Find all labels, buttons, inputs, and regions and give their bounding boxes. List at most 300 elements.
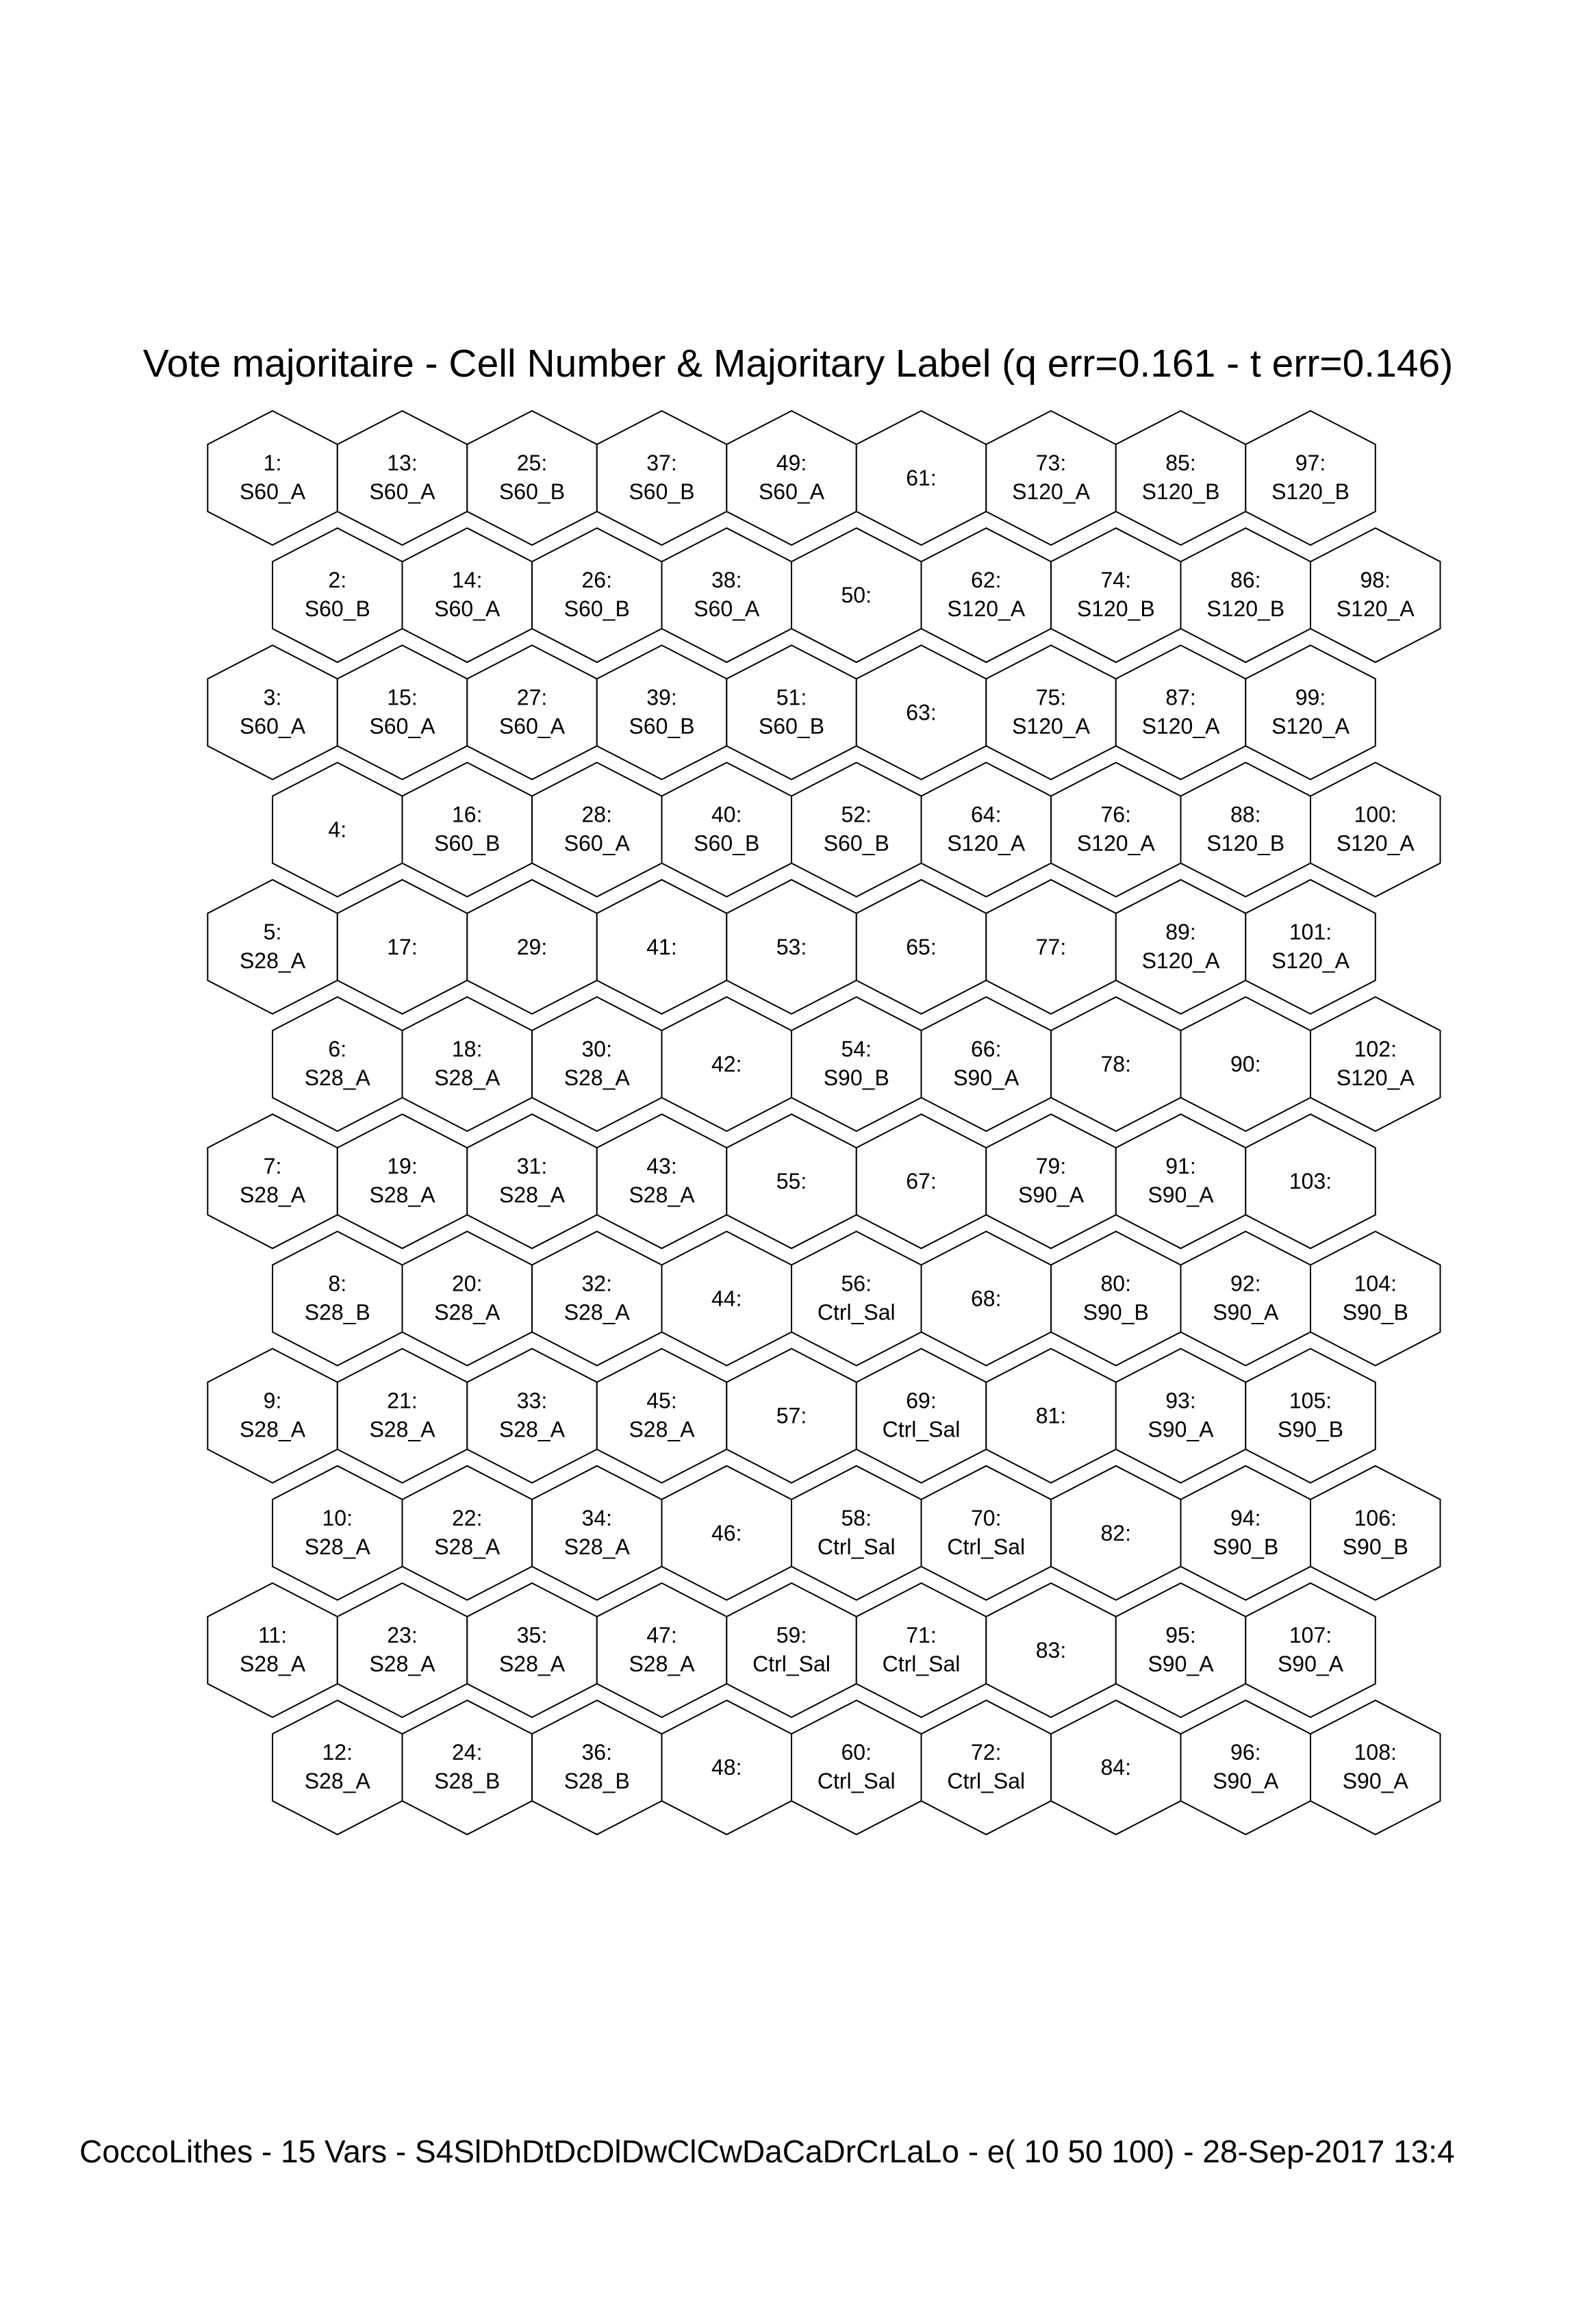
hex-cell-84 [1051, 1700, 1181, 1834]
cell-label: S120_A [1141, 948, 1220, 973]
cell-number: 43: [646, 1154, 677, 1179]
hex-cell-105 [1245, 1349, 1376, 1483]
hex-shape [532, 1700, 662, 1834]
hex-cell-30 [532, 997, 662, 1131]
hex-shape [403, 1231, 533, 1365]
cell-label: S28_A [369, 1417, 435, 1442]
hex-cell-13 [338, 411, 468, 545]
cell-label: S90_B [1213, 1534, 1279, 1559]
cell-number: 30: [581, 1037, 612, 1061]
hex-shape [532, 528, 662, 662]
hex-shape [1181, 1700, 1311, 1834]
hex-shape [207, 880, 338, 1014]
hex-shape [1245, 880, 1376, 1014]
hex-shape [207, 645, 338, 779]
cell-label: S90_B [1342, 1300, 1408, 1325]
cell-number: 32: [581, 1271, 612, 1296]
hex-shape [467, 1114, 597, 1248]
cell-label: S90_A [1148, 1417, 1214, 1442]
hex-cell-12 [273, 1700, 403, 1834]
cell-number: 26: [581, 568, 612, 593]
cell-label: S60_A [369, 713, 435, 739]
cell-number: 36: [581, 1740, 612, 1765]
hex-cell-87 [1116, 645, 1246, 779]
hex-cell-66 [922, 997, 1052, 1131]
cell-number: 55: [776, 1169, 807, 1194]
hex-cell-108 [1310, 1700, 1441, 1834]
cell-number: 7: [263, 1154, 282, 1179]
cell-number: 97: [1295, 451, 1326, 475]
cell-number: 67: [906, 1169, 937, 1194]
hex-cell-50 [791, 528, 922, 662]
hex-cell-17 [338, 880, 468, 1014]
hex-shape [1181, 1231, 1311, 1365]
hex-shape [273, 1466, 403, 1600]
cell-label: S28_B [563, 1769, 630, 1794]
hex-cell-14 [403, 528, 533, 662]
hex-shape [338, 1583, 468, 1717]
hex-shape [532, 763, 662, 897]
hex-cell-81 [986, 1349, 1116, 1483]
cell-label: S90_B [1277, 1417, 1344, 1442]
cell-label: S120_B [1141, 479, 1220, 504]
cell-number: 102: [1354, 1037, 1397, 1061]
hex-cell-100 [1310, 763, 1441, 897]
hex-cell-72 [922, 1700, 1052, 1834]
hex-shape [1245, 1583, 1376, 1717]
cell-number: 56: [841, 1271, 872, 1296]
hex-cell-83 [986, 1583, 1116, 1717]
cell-label: Ctrl_Sal [882, 1652, 961, 1676]
hex-shape [597, 411, 727, 545]
hex-cell-6 [273, 997, 403, 1131]
hex-cell-101 [1245, 880, 1376, 1014]
hex-shape [662, 763, 792, 897]
cell-label: S90_B [1342, 1534, 1408, 1559]
hex-cell-86 [1181, 528, 1311, 662]
cell-label: S28_B [434, 1769, 501, 1794]
cell-number: 49: [776, 451, 807, 475]
cell-number: 106: [1354, 1505, 1397, 1530]
hex-shape [1181, 763, 1311, 897]
hex-cell-48 [662, 1700, 792, 1834]
cell-number: 93: [1165, 1388, 1196, 1413]
hex-cell-33 [467, 1349, 597, 1483]
cell-number: 22: [452, 1505, 483, 1530]
hex-cell-9 [207, 1349, 338, 1483]
cell-number: 4: [328, 817, 347, 842]
hex-shape [1181, 1466, 1311, 1600]
cell-label: S28_A [239, 1652, 306, 1676]
hex-cell-73 [986, 411, 1116, 545]
hex-cell-78 [1051, 997, 1181, 1131]
cell-label: Ctrl_Sal [817, 1769, 896, 1794]
hex-shape [403, 1466, 533, 1600]
hex-shape [467, 411, 597, 545]
hex-cell-74 [1051, 528, 1181, 662]
hex-shape [1051, 763, 1181, 897]
cell-number: 94: [1230, 1505, 1261, 1530]
hex-shape [207, 1349, 338, 1483]
hex-shape [922, 1466, 1052, 1600]
hex-cell-42 [662, 997, 792, 1131]
cell-label: S120_A [1271, 948, 1350, 973]
hex-shape [403, 1700, 533, 1834]
hex-cell-79 [986, 1114, 1116, 1248]
hex-cell-31 [467, 1114, 597, 1248]
hex-cell-56 [791, 1231, 922, 1365]
cell-number: 73: [1035, 451, 1067, 475]
hex-shape [922, 1700, 1052, 1834]
cell-number: 20: [452, 1271, 483, 1296]
cell-number: 41: [646, 934, 677, 959]
cell-label: S120_A [947, 596, 1026, 622]
hex-cell-44 [662, 1231, 792, 1365]
cell-number: 71: [906, 1623, 937, 1647]
hex-shape [532, 1231, 662, 1365]
cell-number: 96: [1230, 1740, 1261, 1765]
hex-cell-26 [532, 528, 662, 662]
cell-number: 105: [1289, 1388, 1332, 1413]
hex-shape [791, 997, 922, 1131]
cell-number: 103: [1289, 1169, 1332, 1194]
hex-shape [403, 528, 533, 662]
cell-label: S120_B [1271, 479, 1350, 504]
cell-label: S28_A [239, 1183, 306, 1208]
hex-cell-35 [467, 1583, 597, 1717]
hex-cell-58 [791, 1466, 922, 1600]
hex-shape [273, 1231, 403, 1365]
hex-cell-32 [532, 1231, 662, 1365]
hex-cell-24 [403, 1700, 533, 1834]
hex-cell-53 [726, 880, 857, 1014]
cell-number: 28: [581, 802, 612, 827]
hex-cell-64 [922, 763, 1052, 897]
cell-number: 12: [322, 1740, 353, 1765]
hex-cell-47 [597, 1583, 727, 1717]
cell-number: 14: [452, 568, 483, 593]
hex-shape [1245, 411, 1376, 545]
cell-label: S28_A [629, 1183, 695, 1208]
hex-cell-45 [597, 1349, 727, 1483]
hex-cell-106 [1310, 1466, 1441, 1600]
cell-number: 107: [1289, 1623, 1332, 1647]
hex-cell-43 [597, 1114, 727, 1248]
hex-cell-5 [207, 880, 338, 1014]
hex-cell-1 [207, 411, 338, 545]
cell-number: 61: [906, 466, 937, 490]
hex-shape [986, 645, 1116, 779]
cell-number: 38: [711, 568, 742, 593]
hex-cell-80 [1051, 1231, 1181, 1365]
hex-shape [1310, 997, 1441, 1131]
cell-number: 5: [263, 919, 282, 944]
cell-number: 79: [1035, 1154, 1067, 1179]
cell-number: 21: [387, 1388, 418, 1413]
hex-cell-36 [532, 1700, 662, 1834]
cell-label: S90_A [1213, 1300, 1279, 1325]
cell-number: 83: [1035, 1638, 1067, 1663]
hex-cell-25 [467, 411, 597, 545]
hex-shape [597, 1114, 727, 1248]
hex-cell-41 [597, 880, 727, 1014]
cell-label: S60_A [498, 713, 566, 739]
hex-shape [1181, 528, 1311, 662]
cell-number: 57: [776, 1403, 807, 1428]
cell-label: S120_A [1336, 831, 1415, 856]
footer-caption: CoccoLithes - 15 Vars - S4SlDhDtDcDlDwClCwDaCaDrCrLaLo - e( 10 50 100) - 28-Sep-2017 13:4 [79, 2134, 1455, 2169]
cell-label: S28_A [563, 1534, 630, 1559]
cell-number: 74: [1100, 568, 1131, 593]
cell-label: S28_A [434, 1065, 501, 1090]
cell-label: S28_A [434, 1300, 501, 1325]
cell-number: 76: [1100, 802, 1131, 827]
hex-cell-77 [986, 880, 1116, 1014]
cell-label: S60_A [758, 479, 825, 504]
cell-number: 54: [841, 1037, 872, 1061]
cell-number: 16: [452, 802, 483, 827]
hex-shape [726, 645, 857, 779]
hex-shape [986, 1114, 1116, 1248]
cell-number: 6: [328, 1037, 347, 1061]
hex-shape [273, 997, 403, 1131]
hex-cell-4 [273, 763, 403, 897]
cell-label: S120_A [947, 831, 1026, 856]
cell-number: 108: [1354, 1740, 1397, 1765]
hex-shape [338, 411, 468, 545]
cell-number: 91: [1165, 1154, 1196, 1179]
hex-shape [1116, 411, 1246, 545]
cell-label: S120_A [1141, 713, 1220, 739]
cell-number: 70: [971, 1505, 1002, 1530]
hex-shape [1051, 528, 1181, 662]
cell-number: 44: [711, 1286, 742, 1311]
cell-label: S60_A [239, 479, 306, 504]
hex-cell-95 [1116, 1583, 1246, 1717]
hex-cell-39 [597, 645, 727, 779]
hex-cell-15 [338, 645, 468, 779]
cell-number: 59: [776, 1623, 807, 1647]
cell-number: 60: [841, 1740, 872, 1765]
hex-cell-27 [467, 645, 597, 779]
cell-label: Ctrl_Sal [817, 1534, 896, 1559]
cell-number: 58: [841, 1505, 872, 1530]
cell-label: S90_B [823, 1065, 889, 1090]
hex-cell-38 [662, 528, 792, 662]
cell-number: 66: [971, 1037, 1002, 1061]
cell-label: Ctrl_Sal [947, 1534, 1026, 1559]
hex-shape [403, 763, 533, 897]
hex-shape [338, 1114, 468, 1248]
hex-cell-46 [662, 1466, 792, 1600]
hex-cell-91 [1116, 1114, 1246, 1248]
cell-number: 35: [516, 1623, 548, 1647]
hex-cell-52 [791, 763, 922, 897]
hex-cell-29 [467, 880, 597, 1014]
hex-cell-67 [857, 1114, 987, 1248]
hex-cell-104 [1310, 1231, 1441, 1365]
hex-shape [532, 997, 662, 1131]
cell-label: S120_A [1012, 713, 1090, 739]
cell-label: S60_B [498, 479, 566, 504]
cell-number: 33: [516, 1388, 548, 1413]
hex-cell-68 [922, 1231, 1052, 1365]
cell-number: 27: [516, 685, 548, 710]
cell-label: S60_B [823, 831, 889, 856]
hex-cell-22 [403, 1466, 533, 1600]
hex-shape [532, 1466, 662, 1600]
hex-cell-63 [857, 645, 987, 779]
hex-cell-18 [403, 997, 533, 1131]
hex-cell-96 [1181, 1700, 1311, 1834]
hex-cell-2 [273, 528, 403, 662]
hex-cell-19 [338, 1114, 468, 1248]
hex-shape [922, 528, 1052, 662]
cell-label: S60_B [758, 713, 825, 739]
cell-label: Ctrl_Sal [882, 1417, 961, 1442]
cell-number: 101: [1289, 919, 1332, 944]
cell-number: 48: [711, 1755, 742, 1780]
cell-number: 95: [1165, 1623, 1196, 1647]
hex-shape [791, 763, 922, 897]
hex-cell-8 [273, 1231, 403, 1365]
cell-label: S28_A [498, 1652, 566, 1676]
cell-label: S28_A [304, 1769, 370, 1794]
cell-number: 47: [646, 1623, 677, 1647]
hex-cell-49 [726, 411, 857, 545]
cell-label: S28_A [369, 1183, 435, 1208]
hex-shape [273, 528, 403, 662]
cell-number: 87: [1165, 685, 1196, 710]
hex-cell-28 [532, 763, 662, 897]
cell-number: 19: [387, 1154, 418, 1179]
hex-cell-37 [597, 411, 727, 545]
hex-cell-20 [403, 1231, 533, 1365]
hex-shape [662, 528, 792, 662]
cell-number: 64: [971, 802, 1002, 827]
cell-label: S120_A [1012, 479, 1090, 504]
cell-label: S90_B [1082, 1300, 1149, 1325]
cell-number: 65: [906, 934, 937, 959]
hex-cell-3 [207, 645, 338, 779]
hex-cell-75 [986, 645, 1116, 779]
hex-cell-99 [1245, 645, 1376, 779]
hex-shape [1116, 1349, 1246, 1483]
hex-shape [857, 1583, 987, 1717]
hex-cell-93 [1116, 1349, 1246, 1483]
cell-label: S120_A [1336, 596, 1415, 622]
hex-shape [1116, 880, 1246, 1014]
hex-cell-61 [857, 411, 987, 545]
cell-number: 88: [1230, 802, 1261, 827]
hex-shape [207, 411, 338, 545]
hex-cell-69 [857, 1349, 987, 1483]
hex-shape [1116, 645, 1246, 779]
cell-number: 40: [711, 802, 742, 827]
cell-label: S120_B [1206, 831, 1285, 856]
cell-label: S28_A [498, 1417, 566, 1442]
cell-number: 85: [1165, 451, 1196, 475]
hex-cell-11 [207, 1583, 338, 1717]
hex-shape [1245, 645, 1376, 779]
cell-label: S60_B [629, 713, 695, 739]
cell-label: Ctrl_Sal [752, 1652, 831, 1676]
cell-label: S60_A [434, 596, 501, 622]
cell-number: 29: [516, 934, 548, 959]
hex-cell-94 [1181, 1466, 1311, 1600]
cell-label: S28_B [304, 1300, 370, 1325]
cell-label: S60_B [629, 479, 695, 504]
cell-number: 82: [1100, 1520, 1131, 1545]
cell-number: 13: [387, 451, 418, 475]
hex-cell-65 [857, 880, 987, 1014]
cell-label: S28_A [239, 1417, 306, 1442]
cell-number: 15: [387, 685, 418, 710]
cell-number: 99: [1295, 685, 1326, 710]
cell-number: 77: [1035, 934, 1067, 959]
cell-label: S120_A [1076, 831, 1155, 856]
hex-shape [1051, 1231, 1181, 1365]
cell-label: S90_A [953, 1065, 1019, 1090]
cell-label: S28_A [629, 1652, 695, 1676]
cell-number: 100: [1354, 802, 1397, 827]
hex-cell-82 [1051, 1466, 1181, 1600]
hex-shape [467, 645, 597, 779]
hex-shape [597, 1583, 727, 1717]
cell-label: S28_A [434, 1534, 501, 1559]
cell-number: 68: [971, 1286, 1002, 1311]
cell-number: 45: [646, 1388, 677, 1413]
cell-number: 72: [971, 1740, 1002, 1765]
cell-label: S60_B [304, 596, 370, 622]
cell-number: 86: [1230, 568, 1261, 593]
cell-number: 78: [1100, 1052, 1131, 1076]
hex-cell-7 [207, 1114, 338, 1248]
hex-shape [791, 1466, 922, 1600]
cell-label: S28_A [304, 1065, 370, 1090]
hex-shape [1310, 1231, 1441, 1365]
hex-shape [597, 645, 727, 779]
cell-number: 18: [452, 1037, 483, 1061]
cell-number: 75: [1035, 685, 1067, 710]
hex-cell-34 [532, 1466, 662, 1600]
cell-number: 90: [1230, 1052, 1261, 1076]
cell-number: 51: [776, 685, 807, 710]
hex-shape [597, 1349, 727, 1483]
hex-cell-103 [1245, 1114, 1376, 1248]
cell-number: 98: [1360, 568, 1391, 593]
hex-shape [207, 1114, 338, 1248]
cell-label: S28_A [304, 1534, 370, 1559]
hex-cell-21 [338, 1349, 468, 1483]
cell-number: 31: [516, 1154, 548, 1179]
cell-label: S60_B [563, 596, 630, 622]
cell-number: 24: [452, 1740, 483, 1765]
cell-number: 10: [322, 1505, 353, 1530]
hex-shape [273, 1700, 403, 1834]
cell-label: S90_A [1017, 1183, 1085, 1208]
hex-cell-92 [1181, 1231, 1311, 1365]
chart-title: Vote majoritaire - Cell Number & Majoritary Label (q err=0.161 - t err=0.146) [142, 342, 1454, 386]
hex-shape [1310, 1466, 1441, 1600]
cell-label: S60_A [239, 713, 306, 739]
hex-shape [986, 411, 1116, 545]
hex-cell-85 [1116, 411, 1246, 545]
hex-shape [857, 1349, 987, 1483]
cell-number: 39: [646, 685, 677, 710]
cell-label: S90_A [1148, 1652, 1214, 1676]
hex-cell-16 [403, 763, 533, 897]
